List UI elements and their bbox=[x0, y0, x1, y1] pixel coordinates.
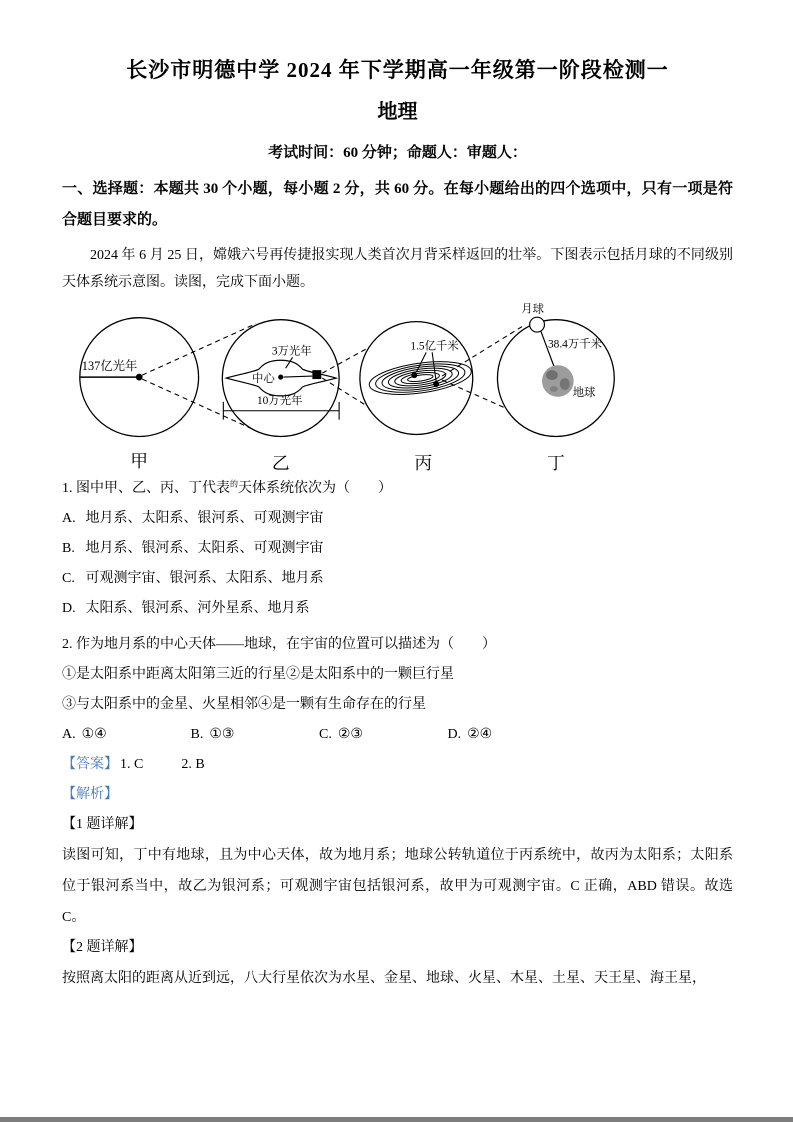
q2-option-c-key: C. bbox=[319, 727, 332, 742]
yi-center-label: 中心 bbox=[252, 373, 275, 386]
q1-stem-text: 1. 图中甲、乙、丙、丁代表 bbox=[62, 481, 230, 496]
q2-option-d bbox=[448, 720, 573, 750]
q2-options-row bbox=[62, 720, 733, 750]
sun-position-marker bbox=[312, 370, 321, 379]
q2-option-b bbox=[191, 720, 316, 750]
detail2-text: 按照离太阳的距离从近到远，八大行星依次为水星、金星、地球、火星、木星、土星、天王星、海王星， bbox=[62, 971, 706, 986]
q2-option-d-key: D. bbox=[447, 727, 462, 742]
jia-radius-label: 137亿光年 bbox=[81, 359, 138, 374]
q2-option-c bbox=[319, 720, 444, 750]
exam-info: 考试时间：60 分钟；命题人：审题人： bbox=[268, 145, 527, 161]
intro-paragraph: 2024 年 6 月 25 日，嫦娥六号再传捷报实现人类首次月背采样返回的壮举。下图表示包括月球的不同级别天体系统示意图。读图，完成下面小题。 bbox=[62, 248, 733, 290]
ding-distance-label: 38.4万千米 bbox=[547, 338, 602, 351]
q2-option-d-text: ②④ bbox=[467, 727, 493, 742]
circle-jia bbox=[80, 318, 199, 471]
answer-label: 【答案】 bbox=[62, 757, 118, 772]
q1-option-c bbox=[62, 564, 733, 594]
q1-option-b bbox=[62, 534, 733, 564]
q2-option-a bbox=[62, 720, 187, 750]
q2-option-c-text: ②③ bbox=[337, 727, 363, 742]
bing-distance-label: 1.5亿千米 bbox=[410, 340, 459, 353]
q1-option-b-key: B. bbox=[62, 541, 75, 556]
celestial-systems-diagram bbox=[62, 296, 735, 474]
yi-bottom-label: 10万光年 bbox=[256, 394, 303, 407]
earth-globe bbox=[542, 365, 574, 397]
sun-dot bbox=[411, 372, 417, 378]
yi-label: 乙 bbox=[271, 453, 290, 474]
detail2-label: 【2 题详解】 bbox=[62, 940, 143, 955]
q2-option-b-text: ①③ bbox=[209, 727, 235, 742]
moon-circle bbox=[530, 317, 545, 332]
q1-option-a-key: A. bbox=[62, 511, 76, 526]
circle-ding bbox=[497, 302, 614, 473]
q1-option-b-text: 地月系、银河系、太阳系、可观测宇宙 bbox=[85, 541, 324, 556]
moon-label: 月球 bbox=[521, 303, 544, 316]
subject-title: 地理 bbox=[377, 101, 418, 123]
q2-option-a-text: ①④ bbox=[81, 727, 107, 742]
q1-inserted-char: 的 bbox=[230, 479, 238, 489]
q1-option-c-key: C. bbox=[62, 571, 75, 586]
page-title: 长沙市明德中学 2024 年下学期高一年级第一阶段检测一 bbox=[126, 58, 669, 82]
ding-label: 丁 bbox=[546, 453, 565, 474]
answer-row bbox=[62, 750, 733, 780]
q2-statements-1: ①是太阳系中距离太阳第三近的行星②是太阳系中的一颗巨行星 bbox=[62, 667, 454, 682]
q1-option-d bbox=[62, 594, 733, 624]
earth-dot bbox=[433, 381, 439, 387]
diagram-svg bbox=[62, 296, 735, 474]
q1-option-d-text: 太阳系、银河系、河外星系、地月系 bbox=[85, 601, 310, 616]
q2-option-a-key: A. bbox=[62, 727, 76, 742]
detail1-text: 读图可知，丁中有地球，且为中心天体，故为地月系；地球公转轨道位于丙系统中，故丙为太阳系；太阳系位于银河系当中，故乙为银河系；可观测宇宙包括银河系，故甲为可观测宇宙。C 正确，ABD 错误。故选 C。 bbox=[62, 848, 733, 925]
q2-statements-2: ③与太阳系中的金星、火星相邻④是一颗有生命存在的行星 bbox=[62, 697, 426, 712]
jia-label: 甲 bbox=[130, 451, 149, 472]
q1-option-d-key: D. bbox=[62, 601, 76, 616]
section-heading: 一、选择题：本题共 30 个小题，每小题 2 分，共 60 分。在每小题给出的四个选项中，只有一项是符合题目要求的。 bbox=[62, 181, 733, 228]
q1-stem-text-after: 天体系统依次为（ ） bbox=[238, 481, 392, 496]
question-2-stem: 2. 作为地月系的中心天体——地球，在宇宙的位置可以描述为（ ） bbox=[62, 637, 496, 652]
yi-top-label: 3万光年 bbox=[271, 345, 312, 358]
circle-yi bbox=[222, 320, 339, 473]
page-bottom-edge bbox=[0, 1117, 793, 1122]
analysis-label: 【解析】 bbox=[62, 787, 118, 802]
answer-2: 2. B bbox=[181, 757, 205, 772]
answer-1: 1. C bbox=[120, 757, 144, 772]
q1-option-a bbox=[62, 504, 733, 534]
question-1-stem bbox=[62, 474, 733, 504]
detail1-label: 【1 题详解】 bbox=[62, 817, 143, 832]
q1-option-c-text: 可观测宇宙、银河系、太阳系、地月系 bbox=[85, 571, 324, 586]
q1-option-a-text: 地月系、太阳系、银河系、可观测宇宙 bbox=[85, 511, 324, 526]
q2-option-b-key: B. bbox=[190, 727, 204, 742]
earth-label: 地球 bbox=[572, 386, 596, 399]
bing-label: 丙 bbox=[414, 453, 433, 474]
circle-bing bbox=[360, 322, 473, 473]
